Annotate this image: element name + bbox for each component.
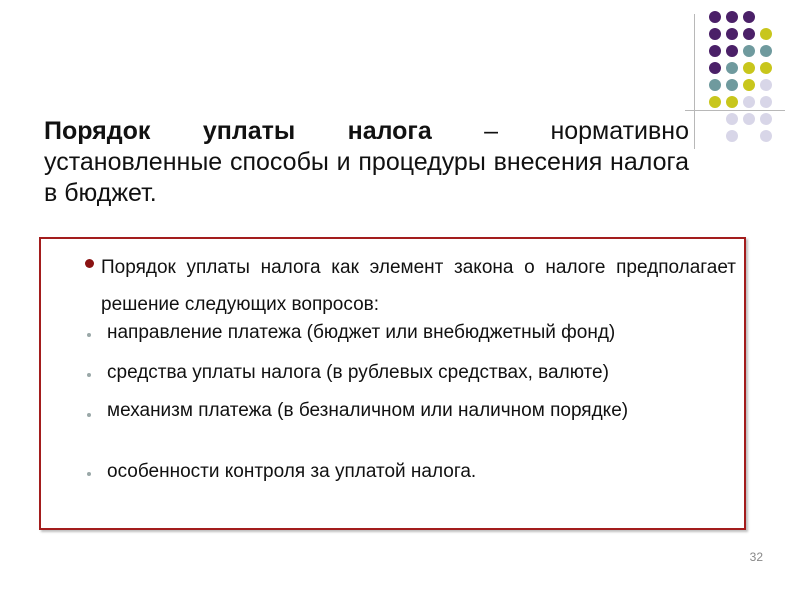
decorative-dot — [760, 96, 772, 108]
decorative-dot — [709, 79, 721, 91]
decorative-dot — [760, 113, 772, 125]
decorative-dot — [760, 79, 772, 91]
decorative-dot — [743, 96, 755, 108]
list-item: механизм платежа (в безналичном или наличном порядке) — [107, 400, 629, 421]
decorative-dot — [709, 28, 721, 40]
list-item: направление платежа (бюджет или внебюджетный фонд) — [107, 322, 616, 343]
decorative-dot — [709, 11, 721, 23]
decorative-dot — [743, 45, 755, 57]
decorative-dot — [760, 62, 772, 74]
decorative-dot — [709, 45, 721, 57]
intro-paragraph: Порядок уплаты налога как элемент закона о налоге предполагает решение следующих вопросов: — [101, 257, 736, 315]
decorative-dot — [743, 113, 755, 125]
page-number: 32 — [749, 550, 763, 564]
bullet-dot-icon — [87, 413, 91, 417]
decorative-dot — [709, 96, 721, 108]
decorative-dot — [743, 79, 755, 91]
decorative-dot — [726, 96, 738, 108]
title-definition: – нормативно установленные способы и процедуры внесения налога в бюджет. — [44, 117, 690, 207]
decorative-dot — [743, 11, 755, 23]
list-item: особенности контроля за уплатой налога. — [107, 461, 477, 482]
decorative-dot — [709, 62, 721, 74]
decorative-dot — [726, 45, 738, 57]
decorative-vertical-line — [694, 14, 695, 149]
decorative-dot — [760, 28, 772, 40]
decorative-dot — [726, 62, 738, 74]
slide-title — [44, 116, 689, 209]
decorative-dot — [743, 28, 755, 40]
bullet-dot-icon — [87, 373, 91, 377]
list-item: средства уплаты налога (в рублевых средствах, валюте) — [107, 362, 609, 383]
decorative-dot — [726, 113, 738, 125]
bullet-dot-icon — [85, 259, 94, 268]
decorative-dot — [760, 45, 772, 57]
bullet-dot-icon — [87, 333, 91, 337]
decorative-dot — [743, 62, 755, 74]
decorative-dot — [726, 79, 738, 91]
title-term: Порядок уплаты налога — [44, 117, 432, 145]
decorative-dot-grid — [709, 13, 773, 128]
decorative-dot — [760, 130, 772, 142]
content-box — [39, 237, 746, 530]
decorative-dot — [726, 11, 738, 23]
bullet-dot-icon — [87, 472, 91, 476]
decorative-dot — [726, 130, 738, 142]
decorative-dot — [726, 28, 738, 40]
